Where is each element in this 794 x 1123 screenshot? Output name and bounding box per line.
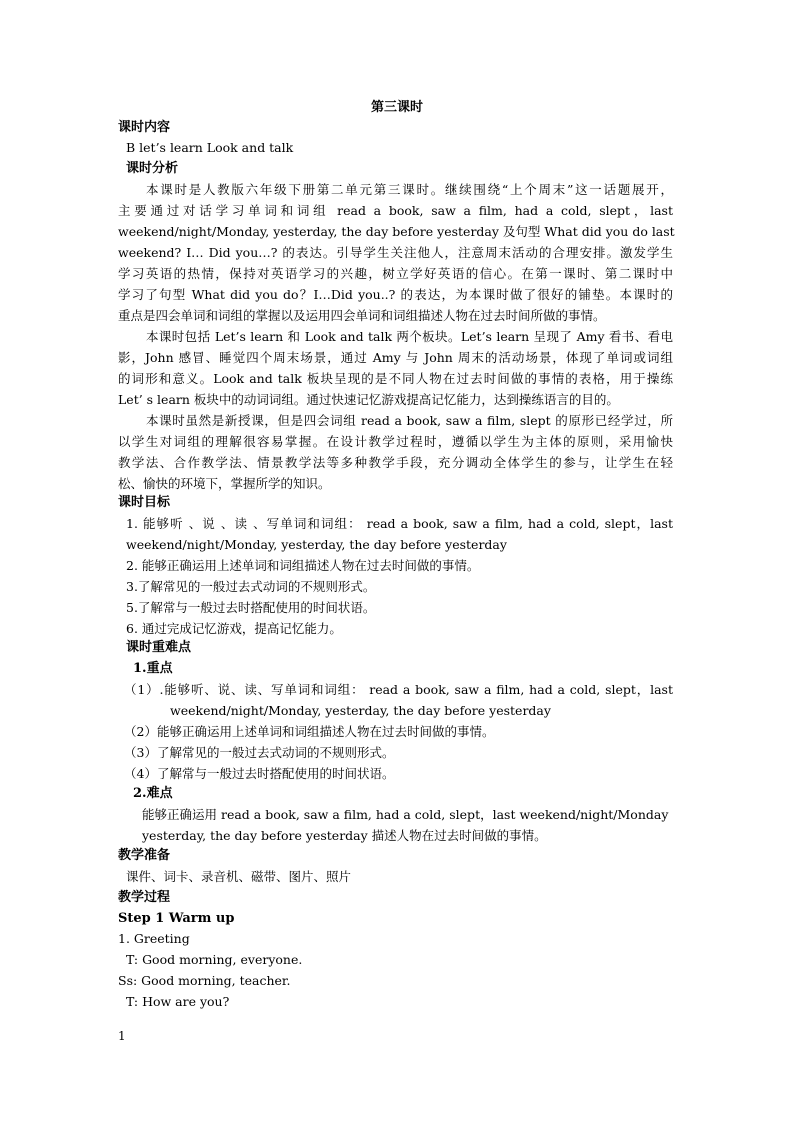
goal-item: 3.了解常见的一般过去式动词的不规则形式。 [126,579,376,594]
analysis-line: 学习了句型 What did you do？I…Did you..? 的表达，为本课时做了很好的铺垫。本课时的 [118,287,673,302]
analysis-line: 松、愉快的环境下，掌握所学的知识。 [118,476,331,491]
page-title: 第三课时 [370,100,423,115]
key-subheading: 1.重点 [133,661,173,676]
process-line: T: Good morning, everyone. [126,952,303,967]
prep-text: 课件、词卡、录音机、磁带、图片、照片 [126,869,352,884]
analysis-line: weekend? I… Did you…? 的表达。引导学生关注他人，注意周末活动的合理安排。激发学生 [118,245,673,260]
analysis-heading: 课时分析 [126,161,179,176]
goal-item: 1. 能够听 、说 、读 、写单词和词组： read a book, saw a film, had a cold, slept，last [126,516,673,531]
process-heading: 教学过程 [118,890,171,905]
goals-heading: 课时目标 [118,495,171,510]
goal-item: 5.了解常与一般过去时搭配使用的时间状语。 [126,600,376,615]
key-item: （2）能够正确运用上述单词和词组描述人物在过去时间做的事情。 [124,724,495,739]
key-item: weekend/night/Monday, yesterday, the day before yesterday [170,703,551,718]
analysis-line: 以学生对词组的理解很容易掌握。在设计教学过程时，遵循以学生为主体的原则，采用愉快 [118,434,673,449]
content-heading: 课时内容 [118,120,171,135]
analysis-line: weekend/night/Monday, yesterday, the day before yesterday 及句型 What did you do last [118,224,675,239]
analysis-line: 的词形和意义。Look and talk 板块呈现的是不同人物在过去时间做的事情的表格，用于操练 [118,371,673,386]
key-item: （4）了解常与一般过去时搭配使用的时间状语。 [124,766,395,781]
difficult-item: yesterday, the day before yesterday 描述人物在过去时间做的事情。 [142,828,547,843]
goal-item: 6. 通过完成记忆游戏，提高记忆能力。 [126,621,342,636]
step-heading: Step 1 Warm up [118,911,235,926]
analysis-line: 本课时是人教版六年级下册第二单元第三课时。继续围绕“上个周末”这一话题展开， [146,182,673,197]
analysis-line: 主要通过对话学习单词和词组 read a book, saw a film, had a cold, slept，last [118,203,673,218]
difficult-subheading: 2.难点 [133,786,173,801]
key-item: （1）.能够听、说、读、写单词和词组： read a book, saw a film, had a cold, slept，last [124,682,673,697]
analysis-line: Let’ s learn 板块中的动词词组。通过快速记忆游戏提高记忆能力，达到操练语言的目的。 [118,392,619,407]
analysis-line: 本课时包括 Let’s learn 和 Look and talk 两个板块。Let’s learn 呈现了 Amy 看书、看电 [146,329,673,344]
analysis-line: 影，John 感冒、睡觉四个周末场景，通过 Amy 与 John 周末的活动场景，体现了单词或词组 [118,350,673,365]
page-number: 1 [118,1029,126,1043]
analysis-line: 学习英语的热情，保持对英语学习的兴趣，树立学好英语的信心。在第一课时、第二课时中 [118,266,673,281]
goal-item: 2. 能够正确运用上述单词和词组描述人物在过去时间做的事情。 [126,558,480,573]
process-line: T: How are you? [126,994,230,1009]
difficult-item: 能够正确运用 read a book, saw a film, had a cold, slept，last weekend/night/Monday [142,807,669,822]
content-text: B let’s learn Look and talk [126,140,294,155]
analysis-line: 教学法、合作教学法、情景教学法等多种教学手段，充分调动全体学生的参与，让学生在轻 [118,455,673,470]
process-line: Ss: Good morning, teacher. [118,973,291,988]
goal-item: weekend/night/Monday, yesterday, the day before yesterday [126,537,507,552]
keypoints-heading: 课时重难点 [126,640,192,655]
prep-heading: 教学准备 [118,848,171,863]
analysis-line: 重点是四会单词和词组的掌握以及运用四会单词和词组描述人物在过去时间所做的事情。 [118,308,606,323]
analysis-line: 本课时虽然是新授课，但是四会词组 read a book, saw a film, slept 的原形已经学过，所 [146,413,673,428]
process-line: 1. Greeting [118,931,190,946]
key-item: （3）了解常见的一般过去式动词的不规则形式。 [124,745,395,760]
